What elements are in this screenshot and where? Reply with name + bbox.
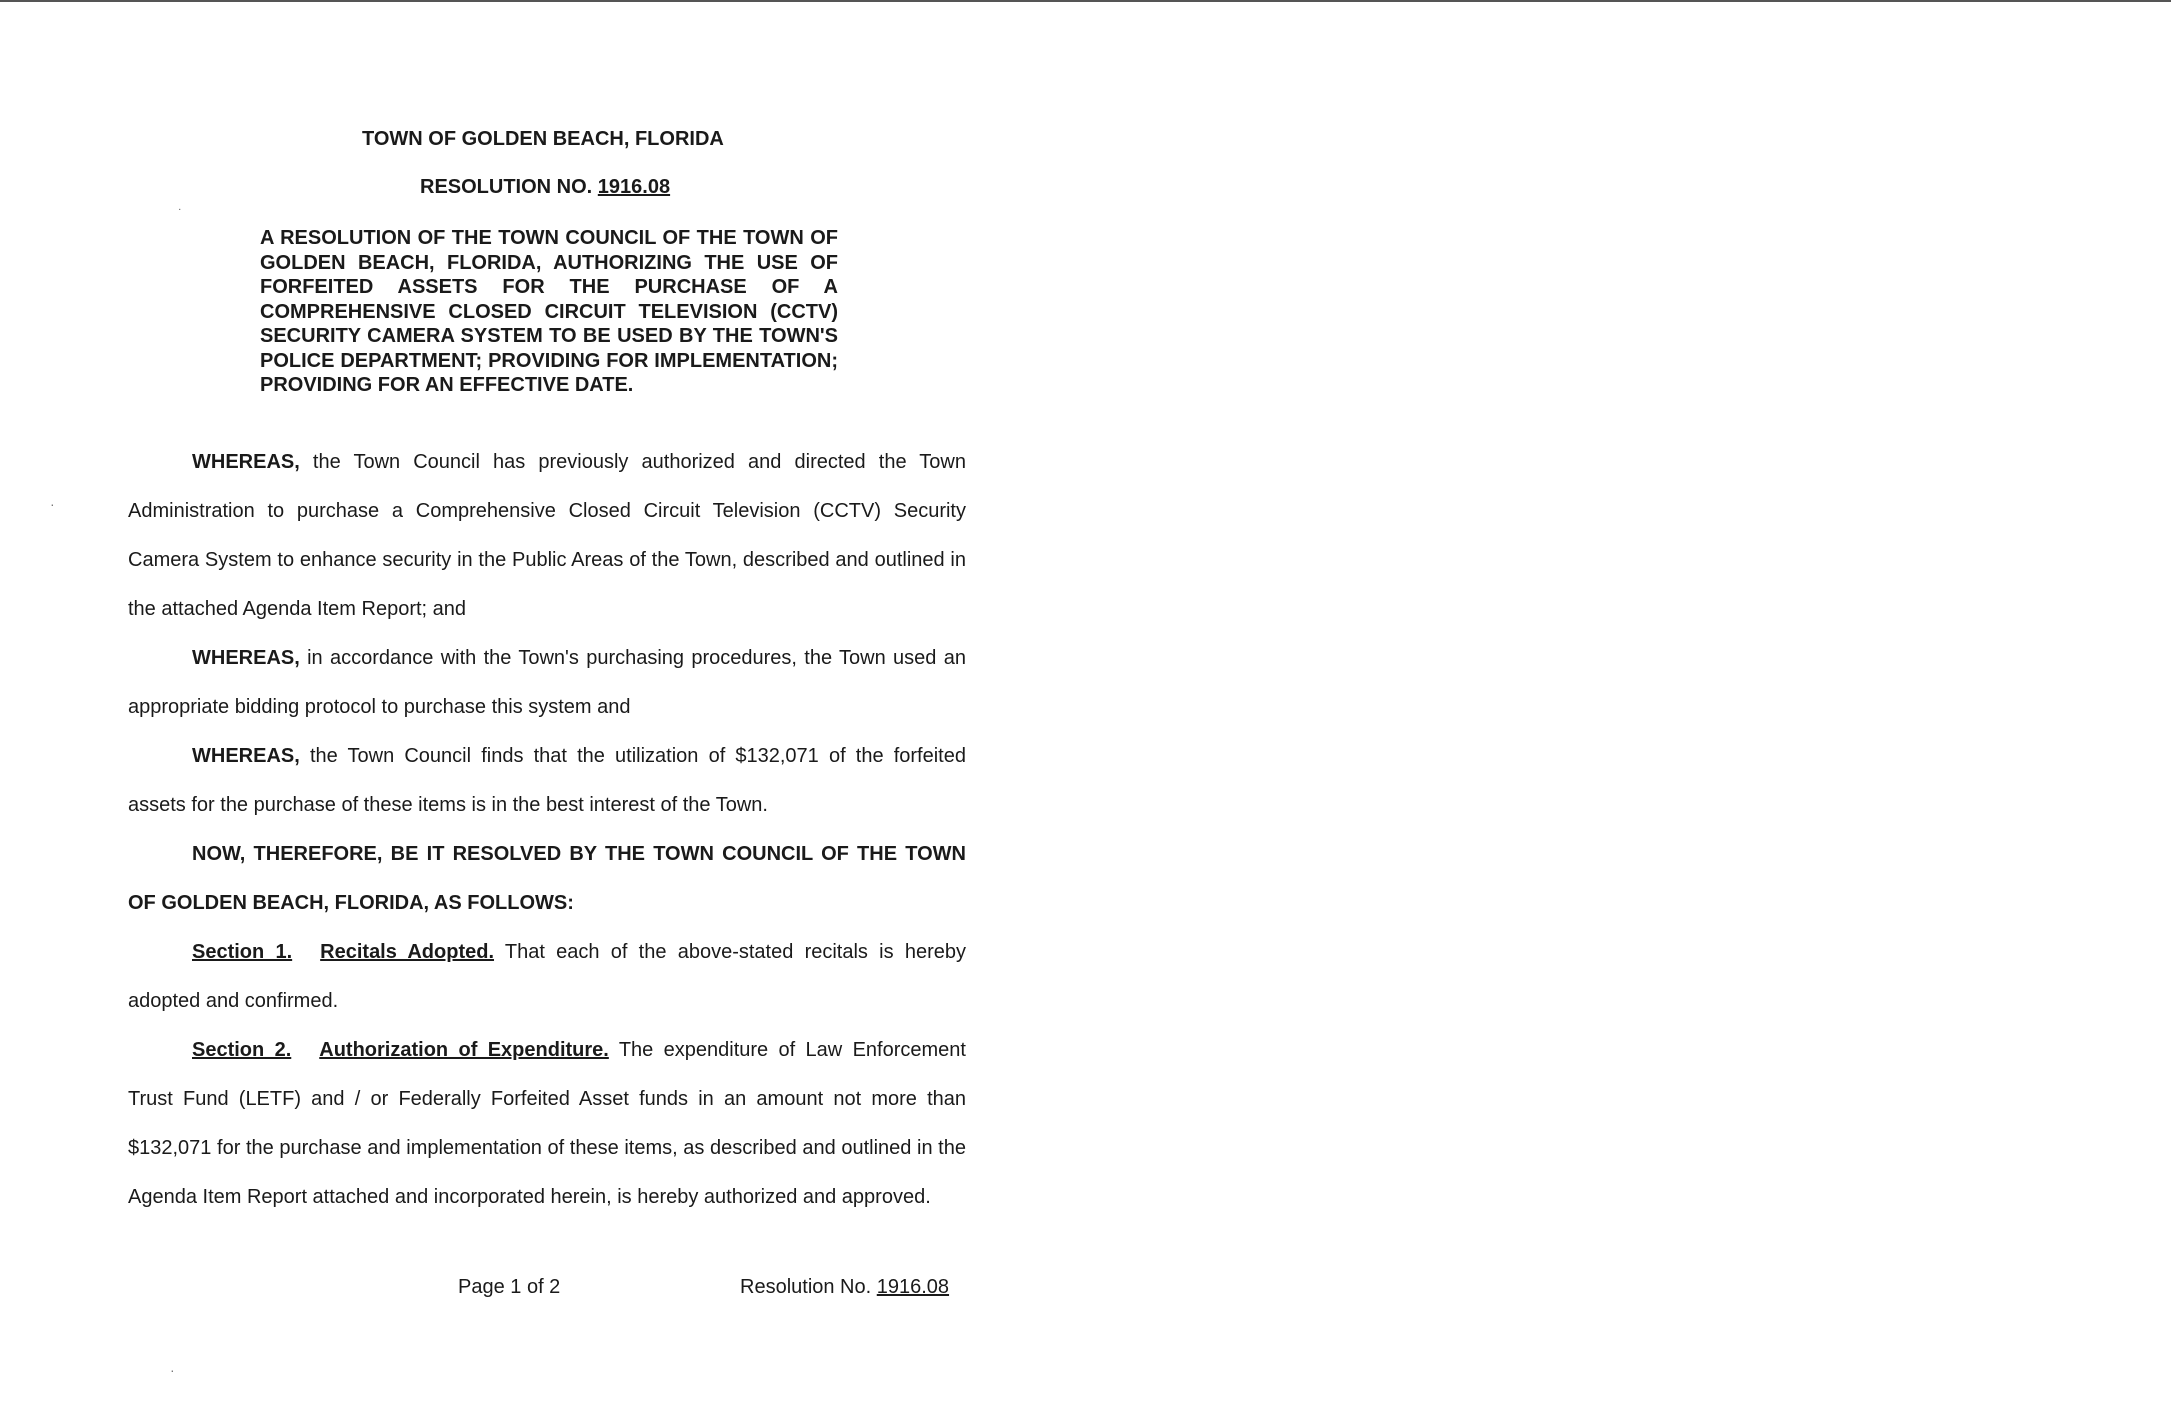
- whereas-paragraph-3: [128, 732, 966, 830]
- section-2-heading: Authorization of Expenditure.: [319, 1039, 609, 1061]
- resolved-clause: NOW, THEREFORE, BE IT RESOLVED BY THE TOWN COUNCIL OF THE TOWN OF GOLDEN BEACH, FLORIDA, AS FOLLOWS:: [128, 843, 966, 914]
- resolution-number: 1916.08: [597, 176, 671, 198]
- footer-resolution-prefix: Resolution No.: [740, 1276, 877, 1298]
- whereas-label: WHEREAS,: [192, 745, 300, 767]
- town-heading: TOWN OF GOLDEN BEACH, FLORIDA: [362, 128, 724, 150]
- scan-speck: ·: [50, 496, 55, 512]
- footer-page-number: Page 1 of 2: [458, 1276, 561, 1298]
- whereas-label: WHEREAS,: [192, 647, 300, 669]
- resolution-caption: A RESOLUTION OF THE TOWN COUNCIL OF THE TOWN OF GOLDEN BEACH, FLORIDA, AUTHORIZING THE USE OF FORFEITED ASSETS FOR THE PURCHASE OF A COMPREHENSIVE CLOSED CIRCUIT TELEVISION (CCTV) SECURITY CAMERA SYSTEM TO BE USED BY THE TOWN'S POLICE DEPARTMENT; PROVIDING FOR IMPLEMENTATION; PROVIDING FOR AN EFFECTIVE DATE.: [260, 227, 838, 396]
- top-border-line: [0, 0, 2171, 2]
- scan-speck: ·: [170, 1362, 175, 1378]
- document-page: [128, 120, 968, 1320]
- resolution-heading: [420, 176, 670, 199]
- section-1-heading: Recitals Adopted.: [320, 941, 495, 963]
- resolution-body: [128, 438, 966, 1222]
- section-1-number: Section 1.: [192, 941, 293, 963]
- footer-resolution: [740, 1276, 949, 1299]
- section-2-paragraph: [128, 1026, 966, 1222]
- section-1-text: That each of the above-stated recitals is hereby adopted and confirmed.: [128, 941, 966, 1012]
- whereas-paragraph-2: [128, 634, 966, 732]
- section-2-number: Section 2.: [192, 1039, 292, 1061]
- whereas-label: WHEREAS,: [192, 451, 300, 473]
- resolution-prefix: RESOLUTION NO.: [420, 176, 598, 198]
- whereas-paragraph-1: [128, 438, 966, 634]
- whereas-text-2: in accordance with the Town's purchasing procedures, the Town used an appropriate bidding protocol to purchase this system and: [128, 647, 966, 718]
- section-2-text: The expenditure of Law Enforcement Trust Fund (LETF) and / or Federally Forfeited Asset funds in an amount not more than $132,071 for the purchase and implementation of these items, as described and outlined in the Agenda Item Report attached and incorporated herein, is hereby authorized and approved.: [128, 1039, 966, 1208]
- whereas-text-1: the Town Council has previously authorized and directed the Town Administration to purchase a Comprehensive Closed Circuit Television (CCTV) Security Camera System to enhance security in the Public Areas of the Town, described and outlined in the attached Agenda Item Report; and: [128, 451, 966, 620]
- footer-resolution-number: 1916.08: [876, 1276, 950, 1298]
- section-1-paragraph: [128, 928, 966, 1026]
- whereas-text-3: the Town Council finds that the utilization of $132,071 of the forfeited assets for the purchase of these items is in the best interest of the Town.: [128, 745, 966, 816]
- scan-speck: ˙: [178, 206, 183, 222]
